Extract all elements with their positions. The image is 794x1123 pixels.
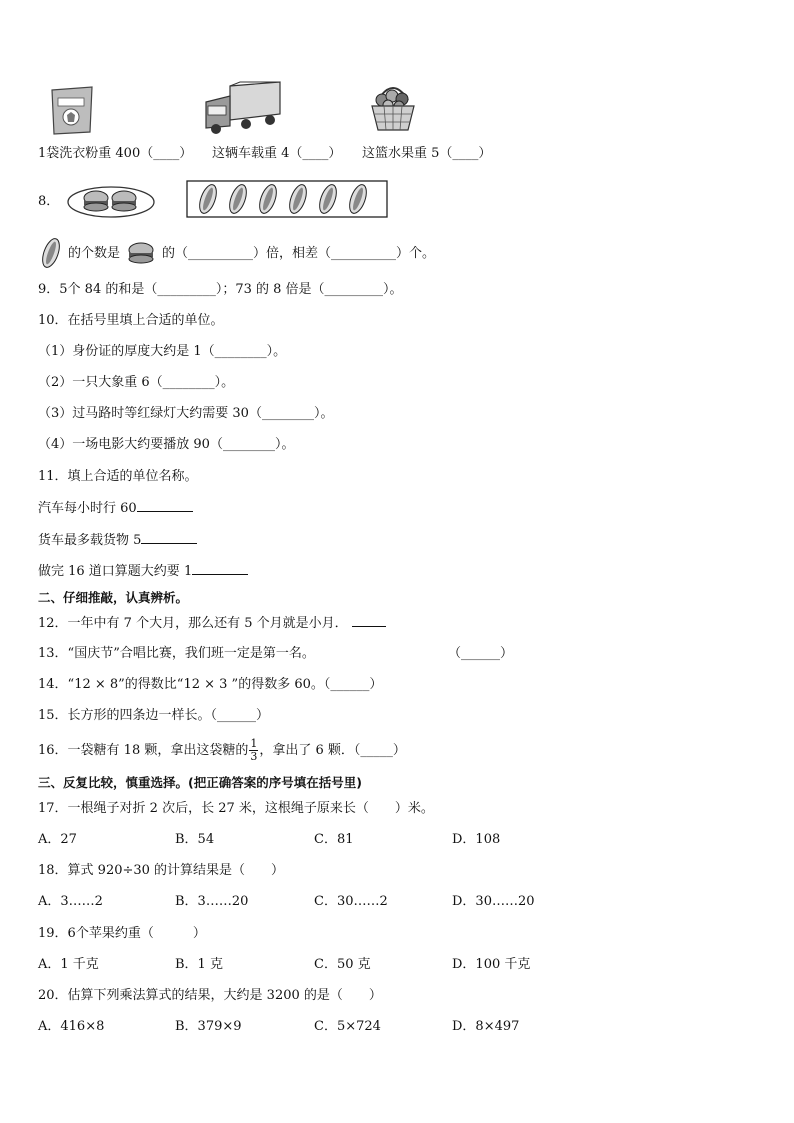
fraction-one-third: $\frac{1}{3}$ [250,737,258,763]
hotdog-box-icon [186,180,388,218]
q18-option-d[interactable]: D．30……20 [452,894,535,909]
q7-basket-text: 这篮水果重 5（____） [362,146,492,161]
q19-option-d[interactable]: D．100 千克 [452,957,531,972]
q13-text: 13．“国庆节”合唱比赛，我们班一定是第一名。 [38,646,315,661]
q18-option-b[interactable]: B．3……20 [175,894,249,909]
q18-text: 18．算式 920÷30 的计算结果是（ ） [38,863,285,878]
q14-text: 14．“12 × 8”的得数比“12 × 3 ”的得数多 60。（______） [38,677,383,692]
q17-option-c[interactable]: C．81 [314,832,354,847]
q7-truck-text: 这辆车载重 4（____） [212,146,342,161]
q15-text: 15．长方形的四条边一样长。（______） [38,708,270,723]
truck-icon [200,80,284,136]
q18-option-a[interactable]: A．3……2 [38,894,103,909]
q9-text: 9．5个 84 的和是（_________）；73 的 8 倍是（_________）。 [38,282,403,297]
q11-title: 11．填上合适的单位名称。 [38,469,198,484]
q20-option-a[interactable]: A．416×8 [38,1019,105,1034]
q17-option-d[interactable]: D．108 [452,832,501,847]
q19-option-c[interactable]: C．50 克 [314,957,371,972]
section-3-heading: 三、反复比较，慎重选择。(把正确答案的序号填在括号里) [38,775,362,790]
hamburger-plate-icon [66,184,156,220]
q17-option-a[interactable]: A．27 [38,832,77,847]
q11-item-1: 汽车每小时行 60 [38,500,193,517]
q13-paren: （______） [448,646,514,661]
q20-option-b[interactable]: B．379×9 [175,1019,242,1034]
q16-text: 16．一袋糖有 18 颗，拿出这袋糖的 $\frac{1}{3}$ ，拿出了 6 颗．（_____） [38,737,406,763]
section-2-heading: 二、仔细推敲，认真辨析。 [38,590,189,605]
detergent-bag-icon [48,84,96,136]
q7-detergent-text: 1袋洗衣粉重 400（____） [38,146,193,161]
q10-item-1: （1）身份证的厚度大约是 1（________）。 [38,344,287,359]
q20-option-d[interactable]: D．8×497 [452,1019,520,1034]
q10-title: 10．在括号里填上合适的单位。 [38,313,224,328]
q17-text: 17．一根绳子对折 2 次后，长 27 米，这根绳子原来长（ ）米。 [38,801,434,816]
q20-text: 20．估算下列乘法算式的结果，大约是 3200 的是（ ） [38,988,382,1003]
q10-item-4: （4）一场电影大约要播放 90（________）。 [38,437,295,452]
q19-option-b[interactable]: B．1 克 [175,957,223,972]
hamburger-icon [126,242,156,264]
q10-item-2: （2）一只大象重 6（________）。 [38,375,235,390]
q8-number: 8． [38,194,60,209]
q19-option-a[interactable]: A．1 千克 [38,957,99,972]
q19-text: 19．6个苹果约重（ ） [38,926,206,941]
q18-option-c[interactable]: C．30……2 [314,894,388,909]
q12-text: 12．一年中有 7 个大月，那么还有 5 个月就是小月． [38,615,386,632]
q8-text-2: 的（__________）倍，相差（__________）个。 [162,246,436,261]
fruit-basket-icon [366,78,420,134]
q8-text-1: 的个数是 [68,246,121,261]
q10-item-3: （3）过马路时等红绿灯大约需要 30（________）。 [38,406,334,421]
q17-option-b[interactable]: B．54 [175,832,215,847]
hotdog-icon [38,236,64,270]
q20-option-c[interactable]: C．5×724 [314,1019,381,1034]
q11-item-2: 货车最多载货物 5 [38,532,197,549]
q11-item-3: 做完 16 道口算题大约要 1 [38,563,248,580]
